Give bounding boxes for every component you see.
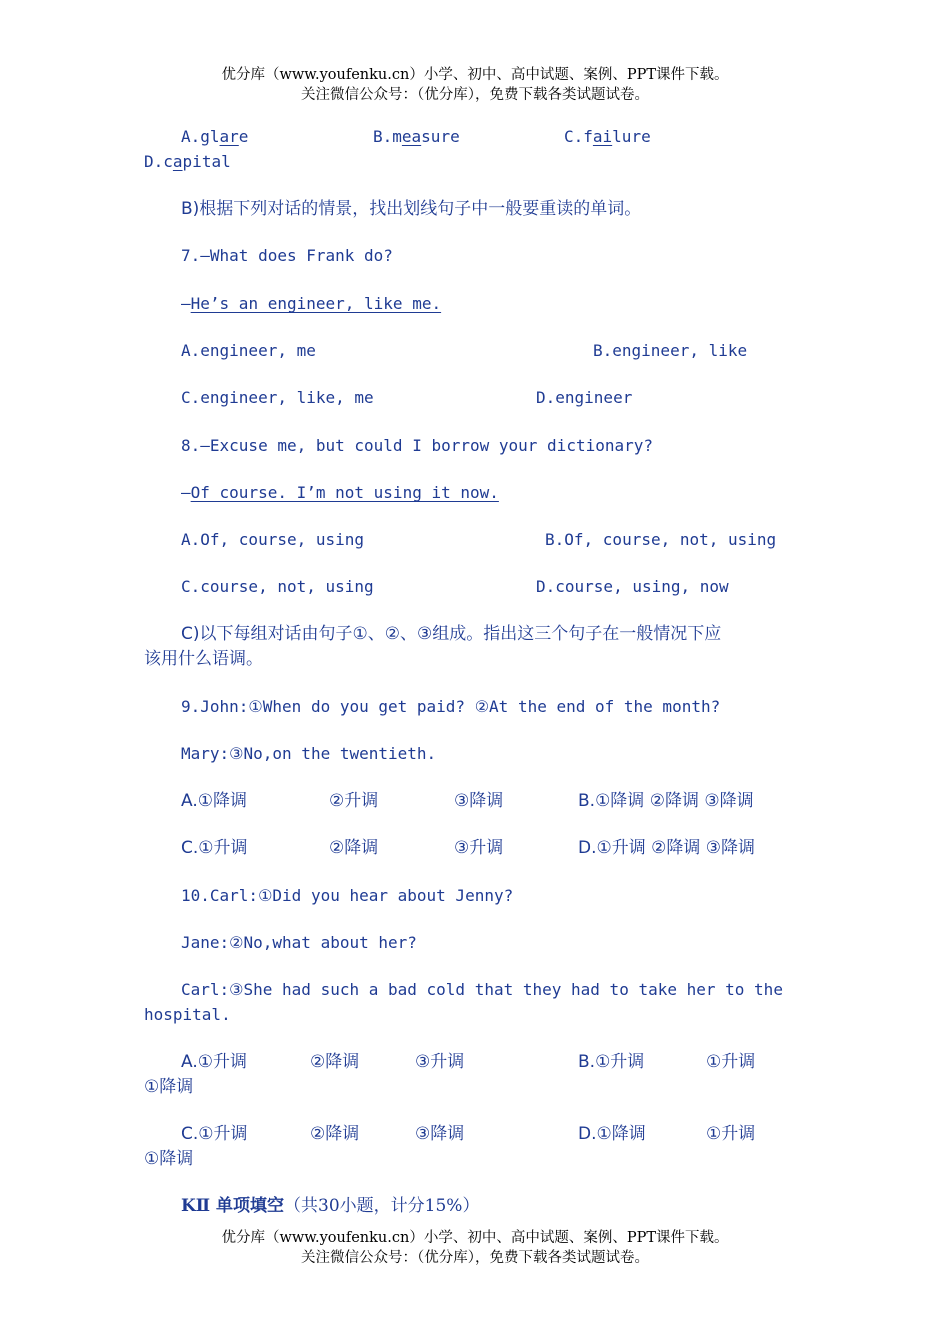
q10-option-d-2: ①升调: [706, 1124, 756, 1144]
q10-option-a-1: A.①升调: [181, 1052, 247, 1072]
q10-carl-line2-cont: hospital.: [144, 1005, 231, 1024]
q9-option-a-2: ②升调: [329, 791, 379, 811]
q8-option-b: B.Of, course, not, using: [545, 530, 777, 549]
page-footer-line1: 优分库（www.youfenku.cn）小学、初中、高中试题、案例、PPT课件下载。: [221, 1230, 729, 1246]
q10-option-a-3: ③升调: [415, 1052, 465, 1072]
q7-option-c: C.engineer, like, me: [181, 388, 374, 407]
q9-option-b: B.①降调 ②降调 ③降调: [578, 791, 754, 811]
q9-option-a-3: ③降调: [454, 791, 504, 811]
q7-option-b: B.engineer, like: [593, 341, 748, 360]
section-c-instruction-line2: 该用什么语调。: [144, 649, 263, 669]
q9-option-c-2: ②降调: [329, 838, 379, 858]
q10-option-c-2: ②降调: [310, 1124, 360, 1144]
q8-option-a: A.Of, course, using: [181, 530, 365, 549]
q9-option-a-1: A.①降调: [181, 791, 247, 811]
section-b-instruction: B)根据下列对话的情景，找出划线句子中一般要重读的单词。: [181, 199, 642, 219]
q7-option-d: D.engineer: [536, 388, 633, 407]
q6-option-a: A.glare: [181, 127, 249, 146]
q10-carl-line2: Carl:③She had such a bad cold that they had to take her to the: [181, 980, 783, 999]
q6-option-c: C.failure: [564, 127, 651, 146]
q9-option-d: D.①升调 ②降调 ③降调: [578, 838, 756, 858]
q8-option-d: D.course, using, now: [536, 577, 729, 596]
q6-option-d: D.capital: [144, 152, 231, 171]
q8-stem: 8.—Excuse me, but could I borrow your dictionary?: [181, 436, 654, 455]
q10-jane-line: Jane:②No,what about her?: [181, 933, 417, 952]
q10-option-b-1: B.①升调: [578, 1052, 645, 1072]
q10-option-c-1: C.①升调: [181, 1124, 248, 1144]
q7-option-a: A.engineer, me: [181, 341, 316, 360]
q9-option-c-1: C.①升调: [181, 838, 248, 858]
section-k-title: KⅡ 单项填空（共30小题，计分15%）: [181, 1196, 480, 1216]
page-footer-line2: 关注微信公众号：（优分库），免费下载各类试题试卷。: [301, 1250, 649, 1266]
q9-option-c-3: ③升调: [454, 838, 504, 858]
q10-option-c-3: ③降调: [415, 1124, 465, 1144]
q10-option-d-3: ①降调: [144, 1149, 194, 1169]
q10-option-a-2: ②降调: [310, 1052, 360, 1072]
q6-option-b: B.measure: [373, 127, 460, 146]
q10-option-b-3: ①降调: [144, 1077, 194, 1097]
q7-answer: —He’s an engineer, like me.: [181, 294, 442, 313]
q10-option-b-2: ①升调: [706, 1052, 756, 1072]
q8-option-c: C.course, not, using: [181, 577, 374, 596]
page-header-line1: 优分库（www.youfenku.cn）小学、初中、高中试题、案例、PPT课件下载。: [221, 67, 729, 83]
q10-carl-line1: 10.Carl:①Did you hear about Jenny?: [181, 886, 514, 905]
page-header-line2: 关注微信公众号：（优分库），免费下载各类试题试卷。: [301, 87, 649, 103]
q10-option-d-1: D.①降调: [578, 1124, 646, 1144]
q9-john-line: 9.John:①When do you get paid? ②At the end of the month?: [181, 697, 721, 716]
q7-stem: 7.—What does Frank do?: [181, 246, 393, 265]
section-c-instruction-line1: C)以下每组对话由句子①、②、③组成。指出这三个句子在一般情况下应: [181, 624, 722, 644]
q8-answer: —Of course. I’m not using it now.: [181, 483, 499, 502]
q9-mary-line: Mary:③No,on the twentieth.: [181, 744, 437, 763]
